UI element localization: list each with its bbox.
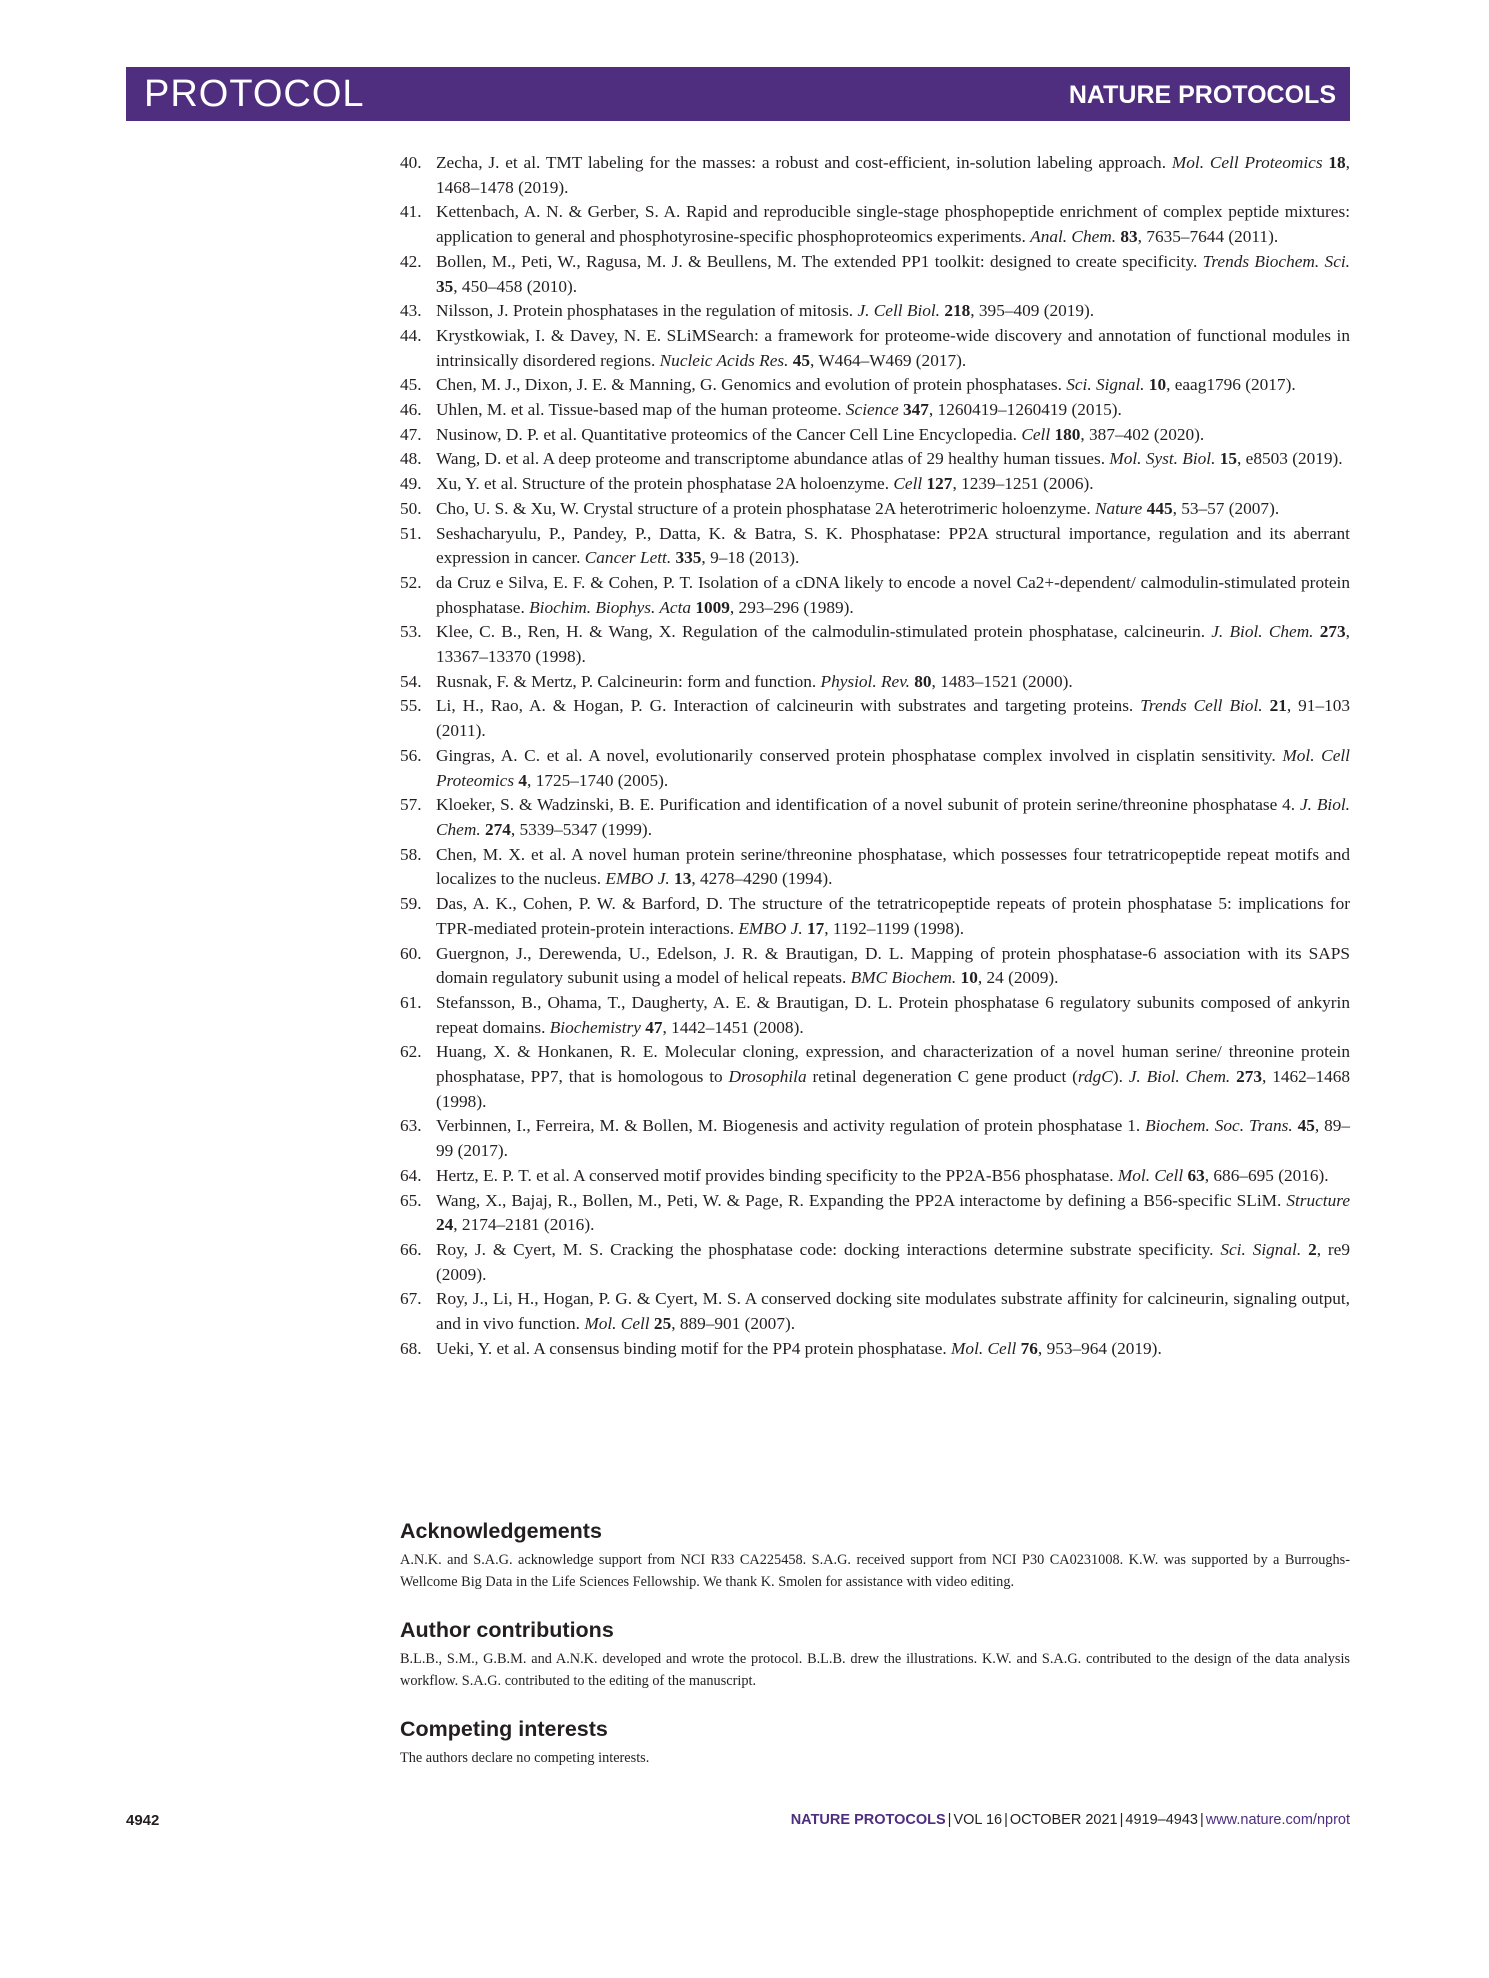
reference-number: 40. (400, 153, 422, 172)
reference-text: Stefansson, B., Ohama, T., Daugherty, A. E. & Brautigan, D. L. Protein phosphatase 6 regulatory subunits composed of ankyrin repeat domains. (436, 992, 1350, 1037)
reference-journal: Trends Biochem. Sci. (1202, 251, 1350, 271)
acknowledgements-heading: Acknowledgements (400, 1519, 602, 1543)
reference-number: 50. (400, 498, 422, 518)
reference-number: 68. (400, 1338, 422, 1358)
reference-number: 59. (400, 894, 422, 914)
reference-number: 56. (400, 745, 422, 765)
reference-journal: Biochem. Soc. Trans. (1145, 1116, 1293, 1136)
reference-text: ). (1112, 1067, 1129, 1087)
reference-volume: 25 (653, 1314, 672, 1334)
reference-volume: 80 (914, 671, 932, 691)
reference-text: Xu, Y. et al. Structure of the protein phosphatase 2A holoenzyme. (436, 474, 894, 494)
reference-number: 62. (400, 1042, 422, 1062)
reference-text: , W464–W469 (2017). (810, 350, 967, 370)
reference-journal: Biochim. Biophys. Acta (529, 597, 692, 617)
reference-volume: 15 (1219, 449, 1238, 469)
reference-number: 54. (400, 671, 422, 691)
reference-item (400, 1189, 1350, 1238)
reference-text: Hertz, E. P. T. et al. A conserved motif provides binding specificity to the PP2A-B56 phosphatase. (436, 1165, 1118, 1185)
reference-journal: Mol. Cell Proteomics (1171, 153, 1323, 172)
reference-item (400, 373, 1350, 398)
reference-volume: 273 (1236, 1067, 1263, 1087)
reference-volume: 2 (1308, 1239, 1317, 1259)
acknowledgements-section (400, 1518, 1350, 1593)
footer-date: OCTOBER 2021 (1009, 1812, 1118, 1828)
reference-volume: 18 (1328, 153, 1346, 172)
reference-text: , 89–99 (2017). (436, 1116, 1351, 1161)
reference-item (400, 299, 1350, 324)
reference-journal: Mol. Cell (584, 1314, 650, 1334)
reference-text: Das, A. K., Cohen, P. W. & Barford, D. The structure of the tetratricopeptide repeats of protein phosphatase 5: implications for TPR-mediated protein-protein interactions. (436, 894, 1350, 938)
author-contributions-heading: Author contributions (400, 1618, 614, 1642)
reference-text: , 953–964 (2019). (1037, 1338, 1162, 1358)
reference-text: , 889–901 (2007). (671, 1314, 796, 1334)
reference-text: , 293–296 (1989). (729, 597, 854, 617)
reference-number: 55. (400, 696, 422, 716)
reference-text: Ueki, Y. et al. A consensus binding motif for the PP4 protein phosphatase. (436, 1338, 952, 1358)
header-bar (126, 67, 1350, 121)
reference-text: , 686–695 (2016). (1204, 1165, 1329, 1185)
reference-number: 57. (400, 795, 422, 815)
reference-text (1263, 696, 1270, 715)
reference-text: retinal degeneration C gene product ( (806, 1067, 1078, 1087)
reference-text: , 24 (2009). (977, 968, 1059, 988)
reference-text: Roy, J. & Cyert, M. S. Cracking the phosphatase code: docking interactions determine substrate specificity. (436, 1239, 1221, 1259)
reference-text: Chen, M. X. et al. A novel human protein serine/threonine phosphatase, which possesses four tetratricopeptide repeat motifs and localizes to the nucleus. (436, 844, 1350, 889)
reference-number: 63. (400, 1116, 422, 1136)
reference-journal: Nature (1094, 498, 1143, 518)
reference-item (400, 398, 1350, 423)
reference-number: 42. (400, 251, 422, 271)
reference-text: Wang, D. et al. A deep proteome and transcriptome abundance atlas of 29 healthy human tissues. (436, 449, 1110, 469)
reference-text: Roy, J., Li, H., Hogan, P. G. & Cyert, M. S. A conserved docking site modulates substrate affinity for calcineurin, signaling output, and in vivo function. (436, 1289, 1350, 1334)
reference-number: 48. (400, 449, 422, 469)
reference-number: 52. (400, 572, 422, 592)
reference-text: , 1239–1251 (2006). (952, 474, 1094, 494)
reference-text: , 2174–2181 (2016). (453, 1215, 595, 1235)
reference-volume: 21 (1269, 696, 1287, 716)
reference-text: , 1725–1740 (2005). (527, 770, 669, 790)
reference-number: 46. (400, 400, 422, 420)
reference-item (400, 1164, 1350, 1189)
reference-text: , e8503 (2019). (1237, 449, 1343, 469)
reference-volume: 180 (1054, 424, 1081, 444)
reference-item (400, 472, 1350, 497)
reference-item (400, 522, 1350, 571)
reference-text: , 1260419–1260419 (2015). (928, 400, 1122, 420)
footer-separator: | (947, 1812, 952, 1828)
reference-journal: Mol. Cell (951, 1338, 1017, 1358)
reference-number: 66. (400, 1239, 422, 1259)
reference-item (400, 200, 1350, 249)
reference-item (400, 1040, 1350, 1114)
reference-volume: 10 (1148, 375, 1167, 395)
reference-item (400, 497, 1350, 522)
reference-item (400, 1238, 1350, 1287)
reference-item (400, 423, 1350, 448)
reference-volume: 445 (1146, 498, 1173, 518)
reference-text: Wang, X., Bajaj, R., Bollen, M., Peti, W. & Page, R. Expanding the PP2A interactome by defining a B56-specific SLiM. (436, 1190, 1287, 1210)
reference-volume: 24 (436, 1215, 454, 1235)
reference-journal: J. Biol. Chem. (1128, 1067, 1231, 1087)
reference-number: 67. (400, 1289, 422, 1309)
competing-interests-text: The authors declare no competing interests. (400, 1750, 650, 1766)
reference-item (400, 250, 1350, 299)
reference-item (400, 1114, 1350, 1163)
reference-text: Nilsson, J. Protein phosphatases in the regulation of mitosis. (436, 301, 858, 321)
reference-journal: J. Cell Biol. (857, 301, 941, 321)
reference-volume: 17 (806, 918, 825, 938)
reference-volume: 218 (944, 301, 971, 321)
reference-item (400, 620, 1350, 669)
reference-journal: Sci. Signal. (1220, 1239, 1302, 1259)
reference-text: , 4278–4290 (1994). (691, 869, 833, 889)
reference-text: Cho, U. S. & Xu, W. Crystal structure of a protein phosphatase 2A heterotrimeric holoenzyme. (436, 498, 1095, 518)
footer-separator: | (1004, 1812, 1008, 1828)
reference-item (400, 447, 1350, 472)
competing-interests-heading: Competing interests (400, 1717, 608, 1741)
reference-journal: Cancer Lett. (584, 548, 672, 568)
reference-text: , 1468–1478 (2019). (436, 153, 1350, 197)
reference-volume: 1009 (695, 597, 730, 617)
reference-volume: 35 (436, 276, 454, 296)
reference-text: da Cruz e Silva, E. F. & Cohen, P. T. Isolation of a cDNA likely to encode a novel Ca2+-dependent/ calmodulin-stimulated protein phosphatase. (436, 572, 1350, 617)
reference-item (400, 942, 1350, 991)
reference-item (400, 694, 1350, 743)
competing-interests-section (400, 1716, 1350, 1769)
reference-journal: Mol. Syst. Biol. (1109, 449, 1216, 469)
reference-text: Seshacharyulu, P., Pandey, P., Datta, K. & Batra, S. K. Phosphatase: PP2A structural importance, regulation and its aberrant expression in cancer. (436, 523, 1350, 568)
reference-text: Guergnon, J., Derewenda, U., Edelson, J. R. & Brautigan, D. L. Mapping of protein phosphatase-6 association with its SAPS domain regulatory subunit using a model of helical repeats. (436, 943, 1350, 988)
reference-text: Li, H., Rao, A. & Hogan, P. G. Interaction of calcineurin with substrates and targeting proteins. (436, 696, 1141, 716)
article-type-label: PROTOCOL (144, 73, 365, 115)
reference-volume: 63 (1187, 1165, 1205, 1185)
reference-journal: EMBO J. (605, 869, 670, 889)
reference-text: , 7635–7644 (2011). (1137, 227, 1279, 247)
author-contributions-text: B.L.B., S.M., G.B.M. and A.N.K. developed and wrote the protocol. B.L.B. drew the illustrations. K.W. and S.A.G. contributed to the design of the data analysis workflow. S.A.G. contributed to the editing of the manuscript. (400, 1651, 1350, 1689)
reference-item (400, 843, 1350, 892)
reference-text: , 1442–1451 (2008). (662, 1017, 804, 1037)
reference-text: , 5339–5347 (1999). (510, 819, 653, 839)
footer-journal: NATURE PROTOCOLS (790, 1812, 946, 1828)
reference-text: Kettenbach, A. N. & Gerber, S. A. Rapid and reproducible single-stage phosphopeptide enrichment of complex peptide mixtures: application to general and phosphotyrosine-specific phosphoproteomics experiments. (436, 202, 1350, 247)
reference-text: Nusinow, D. P. et al. Quantitative proteomics of the Cancer Cell Line Encyclopedia. (436, 424, 1022, 444)
reference-text: Chen, M. J., Dixon, J. E. & Manning, G. Genomics and evolution of protein phosphatases. (436, 375, 1067, 395)
footer-separator: | (1119, 1812, 1124, 1828)
reference-number: 49. (400, 474, 422, 494)
reference-journal: J. Biol. Chem. (1211, 622, 1314, 642)
reference-number: 60. (400, 943, 422, 963)
reference-journal: Anal. Chem. (1030, 227, 1117, 247)
reference-text: Klee, C. B., Ren, H. & Wang, X. Regulation of the calmodulin-stimulated protein phosphatase, calcineurin. (436, 622, 1212, 642)
reference-journal: Mol. Cell Proteomics (436, 745, 1350, 790)
reference-text: , 53–57 (2007). (1172, 498, 1280, 518)
reference-volume: 10 (960, 968, 978, 988)
reference-text: Gingras, A. C. et al. A novel, evolutionarily conserved protein phosphatase complex involved in cisplatin sensitivity. (436, 745, 1283, 765)
author-contributions-section (400, 1617, 1350, 1692)
reference-text: , 387–402 (2020). (1080, 424, 1205, 444)
reference-volume: 83 (1120, 227, 1138, 247)
reference-number: 58. (400, 844, 422, 864)
reference-number: 44. (400, 325, 422, 345)
reference-text: Huang, X. & Honkanen, R. E. Molecular cloning, expression, and characterization of a novel human serine/ threonine protein phosphatase, PP7, that is homologous to (436, 1042, 1350, 1087)
reference-item (400, 571, 1350, 620)
reference-volume: 4 (518, 770, 528, 790)
reference-journal: rdgC (1077, 1067, 1113, 1087)
reference-number: 64. (400, 1165, 422, 1185)
footer-volume: VOL 16 (953, 1812, 1003, 1828)
reference-number: 65. (400, 1190, 422, 1210)
reference-journal: Trends Cell Biol. (1140, 696, 1263, 716)
reference-volume: 274 (484, 819, 511, 839)
reference-number: 41. (400, 202, 422, 222)
reference-journal: Nucleic Acids Res. (659, 350, 789, 370)
reference-list (400, 151, 1350, 1361)
reference-text: , 1483–1521 (2000). (931, 671, 1073, 691)
reference-journal: BMC Biochem. (850, 968, 957, 988)
journal-url-link[interactable]: www.nature.com/nprot (1205, 1812, 1350, 1828)
reference-journal: Physiol. Rev. (820, 671, 910, 691)
page-number: 4942 (126, 1812, 160, 1829)
footer-citation (791, 1812, 1350, 1828)
reference-number: 47. (400, 424, 422, 444)
reference-item (400, 744, 1350, 793)
reference-volume: 127 (926, 474, 953, 494)
reference-number: 45. (400, 375, 422, 395)
reference-journal: Science (845, 400, 899, 420)
reference-journal: J. Biol. Chem. (436, 795, 1350, 839)
reference-text: , eaag1796 (2017). (1166, 375, 1296, 395)
reference-item (400, 1287, 1350, 1336)
reference-volume: 273 (1319, 622, 1346, 642)
reference-text: Kloeker, S. & Wadzinski, B. E. Purification and identification of a novel subunit of protein serine/threonine phosphatase 4. (436, 795, 1300, 815)
reference-text: , 13367–13370 (1998). (436, 622, 1350, 667)
reference-item (400, 324, 1350, 373)
reference-text: , 395–409 (2019). (970, 301, 1095, 321)
reference-text: Krystkowiak, I. & Davey, N. E. SLiMSearch: a framework for proteome-wide discovery and annotation of functional modules in intrinsically disordered regions. (436, 325, 1350, 370)
reference-volume: 45 (792, 350, 811, 370)
reference-text: Rusnak, F. & Mertz, P. Calcineurin: form and function. (436, 671, 821, 691)
reference-volume: 45 (1297, 1116, 1315, 1136)
reference-text: Bollen, M., Peti, W., Ragusa, M. J. & Beullens, M. The extended PP1 toolkit: designed to create specificity. (436, 251, 1203, 271)
reference-number: 51. (400, 523, 422, 543)
journal-name-header: NATURE PROTOCOLS (1068, 81, 1336, 109)
reference-journal: Cell (893, 474, 923, 494)
reference-text: , 1462–1468 (1998). (436, 1067, 1350, 1111)
reference-text: Uhlen, M. et al. Tissue-based map of the human proteome. (436, 400, 846, 420)
reference-journal: Cell (1021, 424, 1051, 444)
reference-journal: Mol. Cell (1117, 1165, 1184, 1185)
reference-text: Zecha, J. et al. TMT labeling for the masses: a robust and cost-efficient, in-solution labeling approach. (436, 153, 1172, 172)
acknowledgements-text: A.N.K. and S.A.G. acknowledge support from NCI R33 CA225458. S.A.G. received support from NCI P30 CA0231008. K.W. was supported by a Burroughs-Wellcome Big Data in the Life Sciences Fellowship. We thank K. Smolen for assistance with video editing. (400, 1552, 1350, 1590)
reference-text: , 1192–1199 (1998). (824, 918, 965, 938)
reference-volume: 76 (1020, 1338, 1038, 1358)
footer-pages: 4919–4943 (1125, 1812, 1198, 1828)
reference-text: , 91–103 (2011). (436, 696, 1351, 741)
reference-journal: Biochemistry (549, 1017, 641, 1037)
reference-item (400, 670, 1350, 695)
reference-journal: EMBO J. (738, 918, 803, 938)
reference-text: , 450–458 (2010). (453, 276, 578, 296)
reference-volume: 47 (645, 1017, 663, 1037)
reference-text: , 9–18 (2013). (701, 548, 800, 568)
reference-item (400, 1337, 1350, 1362)
reference-volume: 335 (675, 548, 702, 568)
reference-item (400, 892, 1350, 941)
reference-journal: Sci. Signal. (1066, 375, 1145, 395)
reference-item (400, 151, 1350, 200)
reference-item (400, 793, 1350, 842)
reference-journal: Drosophila (728, 1067, 807, 1087)
reference-volume: 347 (902, 400, 929, 420)
reference-item (400, 991, 1350, 1040)
footer-separator: | (1199, 1812, 1204, 1828)
reference-number: 53. (400, 622, 422, 642)
reference-volume: 13 (674, 869, 692, 889)
reference-text: Verbinnen, I., Ferreira, M. & Bollen, M. Biogenesis and activity regulation of protein phosphatase 1. (436, 1116, 1146, 1136)
reference-journal: Structure (1286, 1190, 1350, 1210)
reference-number: 61. (400, 992, 422, 1012)
reference-text: , re9 (2009). (436, 1239, 1350, 1284)
reference-number: 43. (400, 301, 422, 321)
